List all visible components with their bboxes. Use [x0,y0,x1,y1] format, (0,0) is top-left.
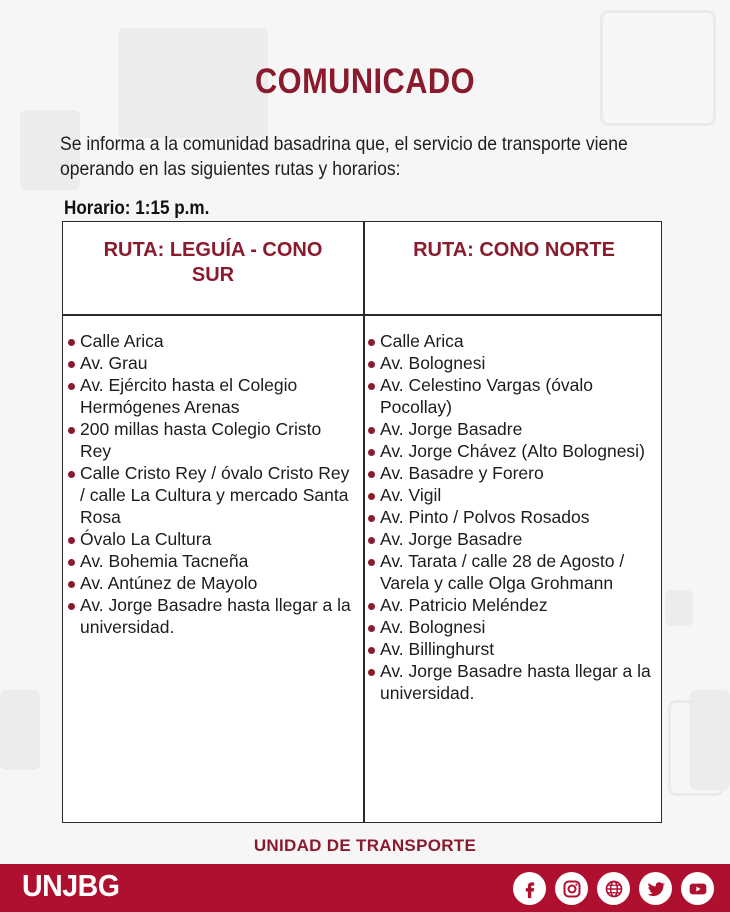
route-stops-leguia-cono-sur [67,330,357,638]
facebook-icon[interactable] [513,872,546,905]
column-divider [363,222,365,822]
social-links [513,872,714,905]
schedule-label: Horario: 1:15 p.m. [64,198,210,219]
unjbg-logo: UNJBG [22,868,120,903]
twitter-icon[interactable] [639,872,672,905]
list-item: Av. Jorge Chávez (Alto Bolognesi) [367,440,659,462]
instagram-icon[interactable] [555,872,588,905]
list-item: Av. Bolognesi [367,616,659,638]
list-item: Av. Grau [67,352,357,374]
list-item: Av. Jorge Basadre hasta llegar a la universidad. [67,594,357,638]
routes-table [62,221,662,823]
list-item: Av. Celestino Vargas (óvalo Pocollay) [367,374,659,418]
list-item: Av. Patricio Meléndez [367,594,659,616]
header-divider [63,314,661,316]
list-item: Av. Billinghurst [367,638,659,660]
background-decoration [665,590,693,626]
list-item: Av. Jorge Basadre [367,528,659,550]
intro-text [60,132,636,182]
list-item: Calle Cristo Rey / óvalo Cristo Rey / calle La Cultura y mercado Santa Rosa [67,462,357,528]
list-item: Av. Antúnez de Mayolo [67,572,357,594]
youtube-icon[interactable] [681,872,714,905]
background-decoration [668,700,724,796]
list-item: Av. Jorge Basadre [367,418,659,440]
list-item: Av. Vigil [367,484,659,506]
route-stops-cono-norte [367,330,659,704]
route-header-leguia-cono-sur: RUTA: LEGUÍA - CONO SUR [103,239,323,286]
list-item: Óvalo La Cultura [67,528,357,550]
list-item: Av. Jorge Basadre hasta llegar a la universidad. [367,660,659,704]
footer-label: UNIDAD DE TRANSPORTE [253,836,477,855]
web-icon[interactable] [597,872,630,905]
route-header-cono-norte: RUTA: CONO NORTE [413,239,615,261]
list-item: 200 millas hasta Colegio Cristo Rey [67,418,357,462]
intro-line: operando en las siguientes rutas y horarios: [60,158,401,180]
list-item: Av. Bolognesi [367,352,659,374]
list-item: Av. Tarata / calle 28 de Agosto / Varela y calle Olga Grohmann [367,550,659,594]
list-item: Calle Arica [367,330,659,352]
list-item: Av. Basadre y Forero [367,462,659,484]
background-decoration [0,690,40,770]
list-item: Av. Pinto / Polvos Rosados [367,506,659,528]
page-title: COMUNICADO [254,62,475,101]
list-item: Av. Ejército hasta el Colegio Hermógenes Arenas [67,374,357,418]
list-item: Calle Arica [67,330,357,352]
list-item: Av. Bohemia Tacneña [67,550,357,572]
intro-line: Se informa a la comunidad basadrina que, el servicio de transporte viene [60,133,628,155]
